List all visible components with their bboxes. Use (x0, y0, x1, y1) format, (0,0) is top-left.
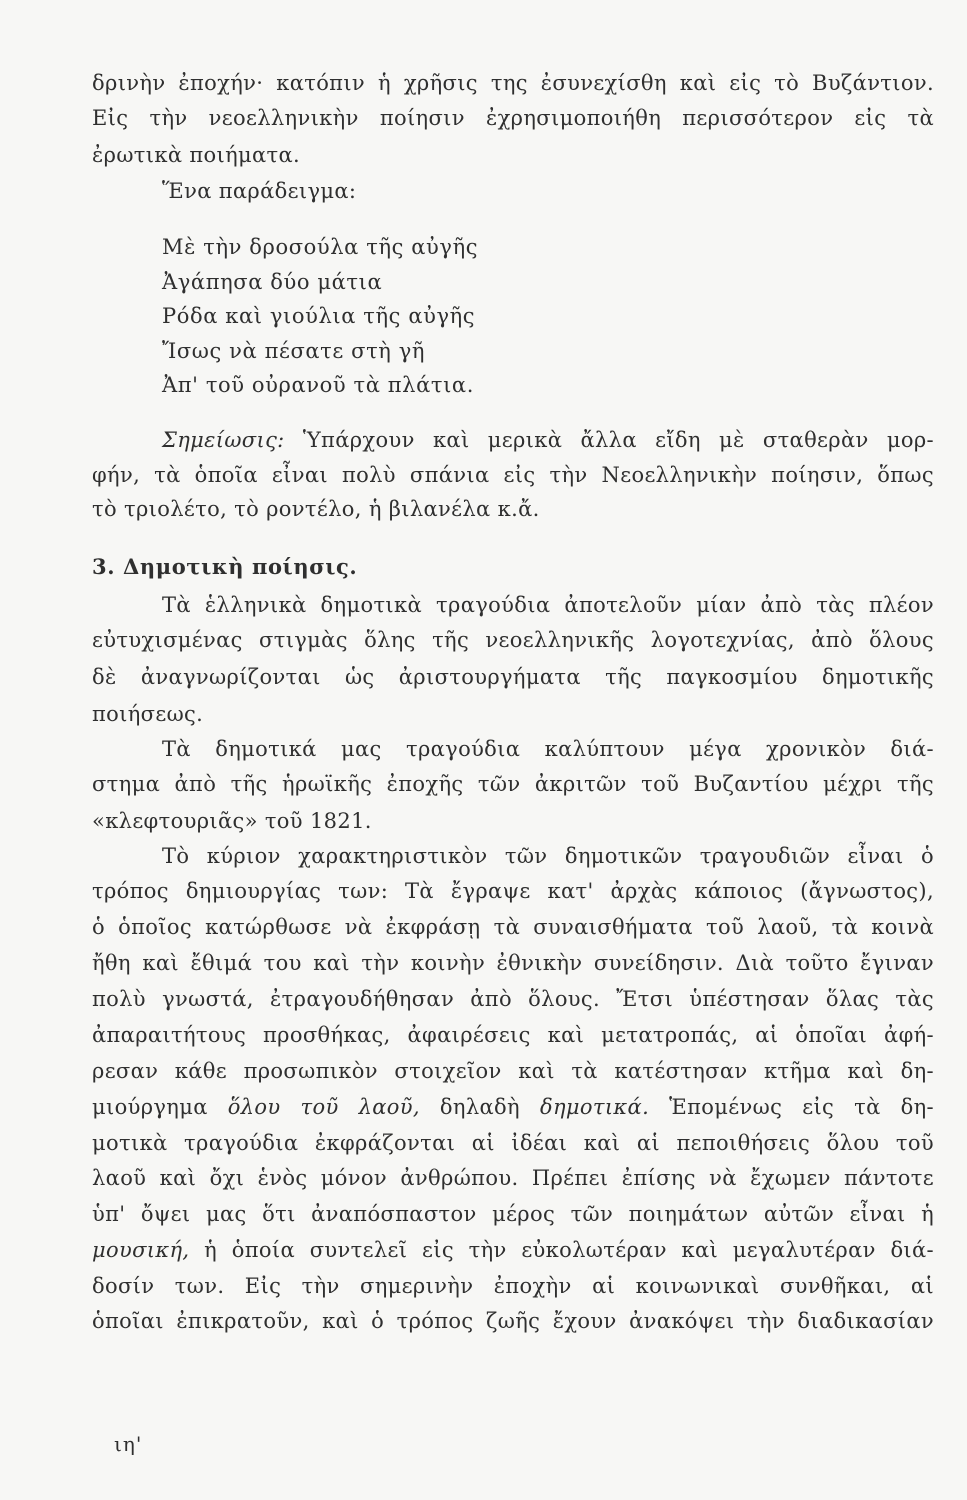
text-line (92, 1235, 934, 1265)
text-line: Τὰ ἑλληνικὰ δημοτικὰ τραγούδια ἀποτελοῦν μίαν ἀπὸ τὰς πλέον (162, 593, 934, 617)
text-line: ἤθη καὶ ἔθιμά του καὶ τὴν κοινὴν ἐθνικὴν συνείδησιν. Διὰ τοῦτο ἔγιναν (92, 951, 934, 975)
text-line (92, 1092, 934, 1122)
emphasis-run: δημοτικά. (539, 1095, 650, 1119)
text-line: δοσίν των. Εἰς τὴν σημερινὴν ἐποχὴν αἱ κοινωνικαὶ συνθῆκαι, αἱ (92, 1274, 934, 1298)
text-line: ποιήσεως. (92, 702, 204, 726)
poem-line: Ἀπ' τοῦ οὐρανοῦ τὰ πλάτια. (162, 373, 474, 397)
poem-line: Ρόδα καὶ γιούλια τῆς αὐγῆς (162, 304, 476, 328)
text-line: ὑπ' ὄψει μας ὅτι ἀναπόσπαστον μέρος τῶν ποιημάτων αὐτῶν εἶναι ἡ (92, 1202, 934, 1226)
text-line: ὁ ὁποῖος κατώρθωσε νὰ ἐκφράσῃ τὰ συναισθήματα τοῦ λαοῦ, τὰ κοινὰ (92, 915, 934, 939)
note-text: Ὑπάρχουν καὶ μερικὰ ἄλλα εἴδη μὲ σταθερὰν μορ- (284, 428, 934, 452)
note-line (162, 425, 934, 455)
poem-line: Ἴσως νὰ πέσατε στὴ γῆ (162, 339, 426, 363)
text-line: Τὸ κύριον χαρακτηριστικὸν τῶν δημοτικῶν τραγουδιῶν εἶναι ὁ (162, 844, 934, 868)
poem-line: Μὲ τὴν δροσούλα τῆς αὐγῆς (162, 235, 479, 259)
text-line: Ἕνα παράδειγμα: (162, 179, 357, 203)
text-line: ἐρωτικὰ ποιήματα. (92, 143, 301, 167)
page-number: ιη' (114, 1432, 143, 1456)
text-line: λαοῦ καὶ ὄχι ἑνὸς μόνον ἀνθρώπου. Πρέπει ἐπίσης νὰ ἔχωμεν πάντοτε (92, 1166, 934, 1190)
text-line: ἀπαραιτήτους προσθήκας, ἀφαιρέσεις καὶ μετατροπάς, αἱ ὁποῖαι ἀφή- (92, 1023, 934, 1047)
text-line: πολὺ γνωστά, ἐτραγουδήθησαν ἀπὸ ὅλους. Ἔτσι ὑπέστησαν ὅλας τὰς (92, 987, 934, 1011)
note-line: τὸ τριολέτο, τὸ ροντέλο, ἡ βιλανέλα κ.ἄ. (92, 497, 540, 521)
note-label: Σημείωσις: (162, 428, 285, 452)
note-line: φήν, τὰ ὁποῖα εἶναι πολὺ σπάνια εἰς τὴν Νεοελληνικὴν ποίησιν, ὅπως (92, 463, 934, 487)
text-line: εὐτυχισμένας στιγμὰς ὅλης τῆς νεοελληνικῆς λογοτεχνίας, ἀπὸ ὅλους (92, 628, 934, 652)
section-heading: 3. Δημοτικὴ ποίησις. (92, 554, 358, 579)
text-line: ὁποῖαι ἐπικρατοῦν, καὶ ὁ τρόπος ζωῆς ἔχουν ἀνακόψει τὴν διαδικασίαν (92, 1309, 934, 1333)
text-line: «κλεφτουριᾶς» τοῦ 1821. (92, 809, 372, 833)
text-run: μιούργημα (92, 1095, 228, 1119)
text-run: ἡ ὁποία συντελεῖ εἰς τὴν εὐκολωτέραν καὶ μεγαλυτέραν διά- (189, 1238, 934, 1262)
text-line: δρινὴν ἐποχήν· κατόπιν ἡ χρῆσις της ἐσυνεχίσθη καὶ εἰς τὸ Βυζάντιον. (92, 71, 934, 95)
text-line: ρεσαν κάθε προσωπικὸν στοιχεῖον καὶ τὰ κατέστησαν κτῆμα καὶ δη- (92, 1059, 934, 1083)
emphasis-run: ὅλου τοῦ λαοῦ, (227, 1095, 420, 1119)
text-run: δηλαδὴ (419, 1095, 540, 1119)
text-line: μοτικὰ τραγούδια ἐκφράζονται αἱ ἰδέαι καὶ αἱ πεποιθήσεις ὅλου τοῦ (92, 1131, 934, 1155)
text-line: δὲ ἀναγνωρίζονται ὡς ἀριστουργήματα τῆς παγκοσμίου δημοτικῆς (92, 665, 934, 689)
text-line: στημα ἀπὸ τῆς ἡρωϊκῆς ἐποχῆς τῶν ἀκριτῶν τοῦ Βυζαντίου μέχρι τῆς (92, 772, 934, 796)
text-line: Εἰς τὴν νεοελληνικὴν ποίησιν ἐχρησιμοποιήθη περισσότερον εἰς τὰ (92, 106, 934, 130)
text-line: τρόπος δημιουργίας των: Τὰ ἔγραψε κατ' ἀρχὰς κάποιος (ἄγνωστος), (92, 879, 934, 903)
emphasis-run: μουσική, (92, 1238, 190, 1262)
text-run: Ἑπομένως εἰς τὰ δη- (649, 1095, 934, 1119)
text-line: Τὰ δημοτικά μας τραγούδια καλύπτουν μέγα χρονικὸν διά- (162, 737, 934, 761)
poem-line: Ἀγάπησα δύο μάτια (162, 270, 383, 294)
